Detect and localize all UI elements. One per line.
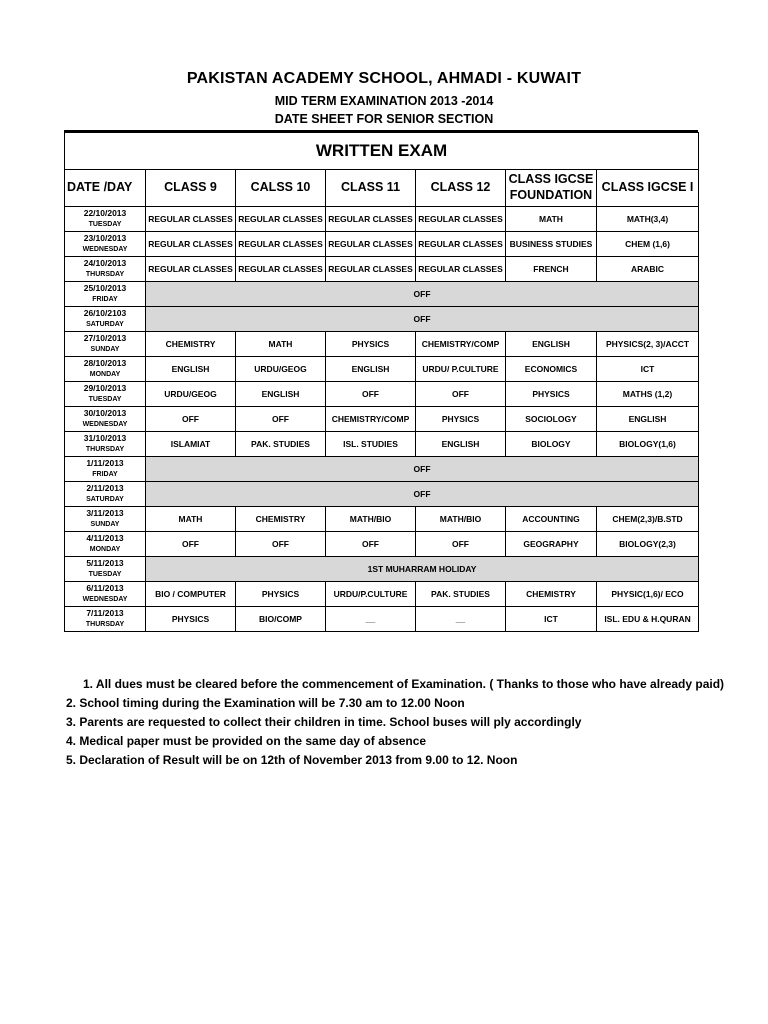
- date-sheet-table: [64, 132, 699, 632]
- date-cell: [65, 557, 146, 582]
- table-row: [65, 232, 699, 257]
- note-item: 4. Medical paper must be provided on the same day of absence: [66, 734, 427, 748]
- subject-cell: MATH/BIO: [326, 507, 416, 532]
- off-day-cell: OFF: [146, 457, 699, 482]
- subject-cell: ENGLISH: [416, 432, 506, 457]
- document-header: [0, 70, 768, 126]
- date-cell: [65, 357, 146, 382]
- table-row: [65, 357, 699, 382]
- table-row: [65, 457, 699, 482]
- subject-cell: BIOLOGY(1,6): [597, 432, 699, 457]
- day-value: THURSDAY: [85, 271, 125, 278]
- subject-cell: BUSINESS STUDIES: [506, 232, 597, 257]
- date-value: 27/10/2013: [83, 333, 127, 343]
- subject-cell: REGULAR CLASSES: [416, 232, 506, 257]
- exam-title: MID TERM EXAMINATION 2013 -2014: [274, 94, 494, 108]
- off-day-cell: OFF: [146, 482, 699, 507]
- table-row: [65, 532, 699, 557]
- day-value: TUESDAY: [88, 571, 122, 578]
- subject-cell: REGULAR CLASSES: [326, 207, 416, 232]
- subject-cell: REGULAR CLASSES: [146, 207, 236, 232]
- column-header: CLASS IGCSE FOUNDATION: [506, 170, 597, 207]
- subject-cell: OFF: [146, 532, 236, 557]
- subject-cell: REGULAR CLASSES: [236, 232, 326, 257]
- table-row: [65, 207, 699, 232]
- off-day-cell: OFF: [146, 282, 699, 307]
- date-value: 3/11/2013: [86, 508, 124, 518]
- subject-cell: MATH: [236, 332, 326, 357]
- subject-cell: ACCOUNTING: [506, 507, 597, 532]
- subject-cell: ISL. EDU & H.QURAN: [597, 607, 699, 632]
- subject-cell: MATH: [506, 207, 597, 232]
- subject-cell: ECONOMICS: [506, 357, 597, 382]
- table-row: [65, 257, 699, 282]
- date-cell: [65, 607, 146, 632]
- date-cell: [65, 207, 146, 232]
- subject-cell: ENGLISH: [597, 407, 699, 432]
- date-value: 1/11/2013: [86, 458, 124, 468]
- subject-cell: OFF: [236, 532, 326, 557]
- day-value: SUNDAY: [90, 346, 120, 353]
- subject-cell: URDU/GEOG: [146, 382, 236, 407]
- subject-cell: CHEM (1,6): [597, 232, 699, 257]
- table-row: [65, 307, 699, 332]
- table-row: [65, 557, 699, 582]
- subject-cell: URDU/ P.CULTURE: [416, 357, 506, 382]
- subject-cell: BIO/COMP: [236, 607, 326, 632]
- date-cell: [65, 532, 146, 557]
- subject-cell: ENGLISH: [506, 332, 597, 357]
- day-value: SUNDAY: [90, 521, 120, 528]
- subject-cell: REGULAR CLASSES: [326, 232, 416, 257]
- subject-cell: ENGLISH: [236, 382, 326, 407]
- subject-cell: URDU/GEOG: [236, 357, 326, 382]
- subject-cell: ENGLISH: [326, 357, 416, 382]
- table-row: [65, 507, 699, 532]
- subject-cell: ICT: [506, 607, 597, 632]
- subject-cell: OFF: [146, 407, 236, 432]
- subject-cell: PHYSICS: [416, 407, 506, 432]
- column-header: CLASS IGCSE I: [597, 170, 699, 207]
- subject-cell: ISLAMIAT: [146, 432, 236, 457]
- subject-cell: MATH/BIO: [416, 507, 506, 532]
- subject-cell: OFF: [416, 532, 506, 557]
- note-item: 1. All dues must be cleared before the commencement of Examination. ( Thanks to those who have already paid): [83, 677, 725, 691]
- subject-cell: PAK. STUDIES: [236, 432, 326, 457]
- subject-cell: BIO / COMPUTER: [146, 582, 236, 607]
- subject-cell: ICT: [597, 357, 699, 382]
- table-row: [65, 332, 699, 357]
- day-value: MONDAY: [89, 371, 121, 378]
- date-sheet-title: DATE SHEET FOR SENIOR SECTION: [274, 112, 494, 126]
- subject-cell: PHYSICS: [506, 382, 597, 407]
- date-value: 2/11/2013: [86, 483, 124, 493]
- column-header: CLASS 11: [326, 170, 416, 207]
- date-value: 25/10/2013: [83, 283, 127, 293]
- column-header: CLASS 12: [416, 170, 506, 207]
- subject-cell: OFF: [416, 382, 506, 407]
- subject-cell: CHEMISTRY: [146, 332, 236, 357]
- date-value: 23/10/2013: [83, 233, 127, 243]
- table-row: [65, 432, 699, 457]
- subject-cell: ARABIC: [597, 257, 699, 282]
- note-item: 2. School timing during the Examination will be 7.30 am to 12.00 Noon: [66, 696, 465, 710]
- subject-cell: GEOGRAPHY: [506, 532, 597, 557]
- date-cell: [65, 332, 146, 357]
- day-value: SATURDAY: [86, 321, 124, 328]
- column-header: CALSS 10: [236, 170, 326, 207]
- holiday-cell: 1ST MUHARRAM HOLIDAY: [146, 557, 699, 582]
- date-value: 28/10/2013: [83, 358, 127, 368]
- day-value: FRIDAY: [92, 471, 118, 478]
- subject-cell: OFF: [236, 407, 326, 432]
- day-value: WEDNESDAY: [82, 246, 128, 253]
- date-cell: [65, 407, 146, 432]
- day-value: TUESDAY: [88, 221, 122, 228]
- subject-cell: REGULAR CLASSES: [416, 207, 506, 232]
- subject-cell: BIOLOGY: [506, 432, 597, 457]
- date-value: 26/10/2103: [83, 308, 127, 318]
- table-title-row: [65, 133, 699, 170]
- subject-cell: CHEMISTRY: [506, 582, 597, 607]
- school-name: PAKISTAN ACADEMY SCHOOL, AHMADI - KUWAIT: [186, 70, 582, 87]
- subject-cell: ISL. STUDIES: [326, 432, 416, 457]
- subject-cell: MATH(3,4): [597, 207, 699, 232]
- date-cell: [65, 232, 146, 257]
- subject-cell: REGULAR CLASSES: [146, 257, 236, 282]
- day-value: FRIDAY: [92, 296, 118, 303]
- day-value: TUESDAY: [88, 396, 122, 403]
- note-item: 3. Parents are requested to collect their children in time. School buses will ply accordingly: [66, 715, 582, 729]
- column-header-date: DATE /DAY: [65, 170, 146, 207]
- subject-cell: CHEM(2,3)/B.STD: [597, 507, 699, 532]
- subject-cell: __: [416, 607, 506, 632]
- date-cell: [65, 507, 146, 532]
- date-value: 30/10/2013: [83, 408, 127, 418]
- table-row: [65, 582, 699, 607]
- date-value: 6/11/2013: [86, 583, 124, 593]
- note-item: 5. Declaration of Result will be on 12th of November 2013 from 9.00 to 12. Noon: [66, 753, 518, 767]
- date-cell: [65, 432, 146, 457]
- subject-cell: MATHS (1,2): [597, 382, 699, 407]
- date-cell: [65, 457, 146, 482]
- date-cell: [65, 382, 146, 407]
- day-value: SATURDAY: [86, 496, 124, 503]
- subject-cell: FRENCH: [506, 257, 597, 282]
- date-value: 7/11/2013: [86, 608, 124, 618]
- date-cell: [65, 482, 146, 507]
- subject-cell: REGULAR CLASSES: [416, 257, 506, 282]
- subject-cell: REGULAR CLASSES: [146, 232, 236, 257]
- date-cell: [65, 257, 146, 282]
- subject-cell: PAK. STUDIES: [416, 582, 506, 607]
- day-value: THURSDAY: [85, 446, 125, 453]
- subject-cell: __: [326, 607, 416, 632]
- subject-cell: CHEMISTRY/COMP: [416, 332, 506, 357]
- date-value: 5/11/2013: [86, 558, 124, 568]
- table-header-row: [65, 170, 699, 207]
- subject-cell: OFF: [326, 382, 416, 407]
- subject-cell: REGULAR CLASSES: [236, 257, 326, 282]
- day-value: WEDNESDAY: [82, 596, 128, 603]
- subject-cell: REGULAR CLASSES: [236, 207, 326, 232]
- date-value: 29/10/2013: [83, 383, 127, 393]
- subject-cell: PHYSICS: [146, 607, 236, 632]
- day-value: WEDNESDAY: [82, 421, 128, 428]
- day-value: THURSDAY: [85, 621, 125, 628]
- subject-cell: PHYSICS: [236, 582, 326, 607]
- subject-cell: PHYSICS: [326, 332, 416, 357]
- day-value: MONDAY: [89, 546, 121, 553]
- table-row: [65, 282, 699, 307]
- subject-cell: CHEMISTRY: [236, 507, 326, 532]
- date-value: 24/10/2013: [83, 258, 127, 268]
- subject-cell: URDU/P.CULTURE: [326, 582, 416, 607]
- table-row: [65, 482, 699, 507]
- date-value: 31/10/2013: [83, 433, 127, 443]
- date-cell: [65, 282, 146, 307]
- date-cell: [65, 307, 146, 332]
- subject-cell: MATH: [146, 507, 236, 532]
- subject-cell: CHEMISTRY/COMP: [326, 407, 416, 432]
- date-value: 4/11/2013: [86, 533, 124, 543]
- subject-cell: SOCIOLOGY: [506, 407, 597, 432]
- subject-cell: PHYSIC(1,6)/ ECO: [597, 582, 699, 607]
- table-row: [65, 607, 699, 632]
- date-cell: [65, 582, 146, 607]
- subject-cell: BIOLOGY(2,3): [597, 532, 699, 557]
- date-value: 22/10/2013: [83, 208, 127, 218]
- subject-cell: ENGLISH: [146, 357, 236, 382]
- table-row: [65, 407, 699, 432]
- subject-cell: REGULAR CLASSES: [326, 257, 416, 282]
- subject-cell: PHYSICS(2, 3)/ACCT: [597, 332, 699, 357]
- subject-cell: OFF: [326, 532, 416, 557]
- notes-list: [66, 675, 726, 770]
- column-header: CLASS 9: [146, 170, 236, 207]
- table-title: WRITTEN EXAM: [65, 133, 699, 170]
- off-day-cell: OFF: [146, 307, 699, 332]
- table-row: [65, 382, 699, 407]
